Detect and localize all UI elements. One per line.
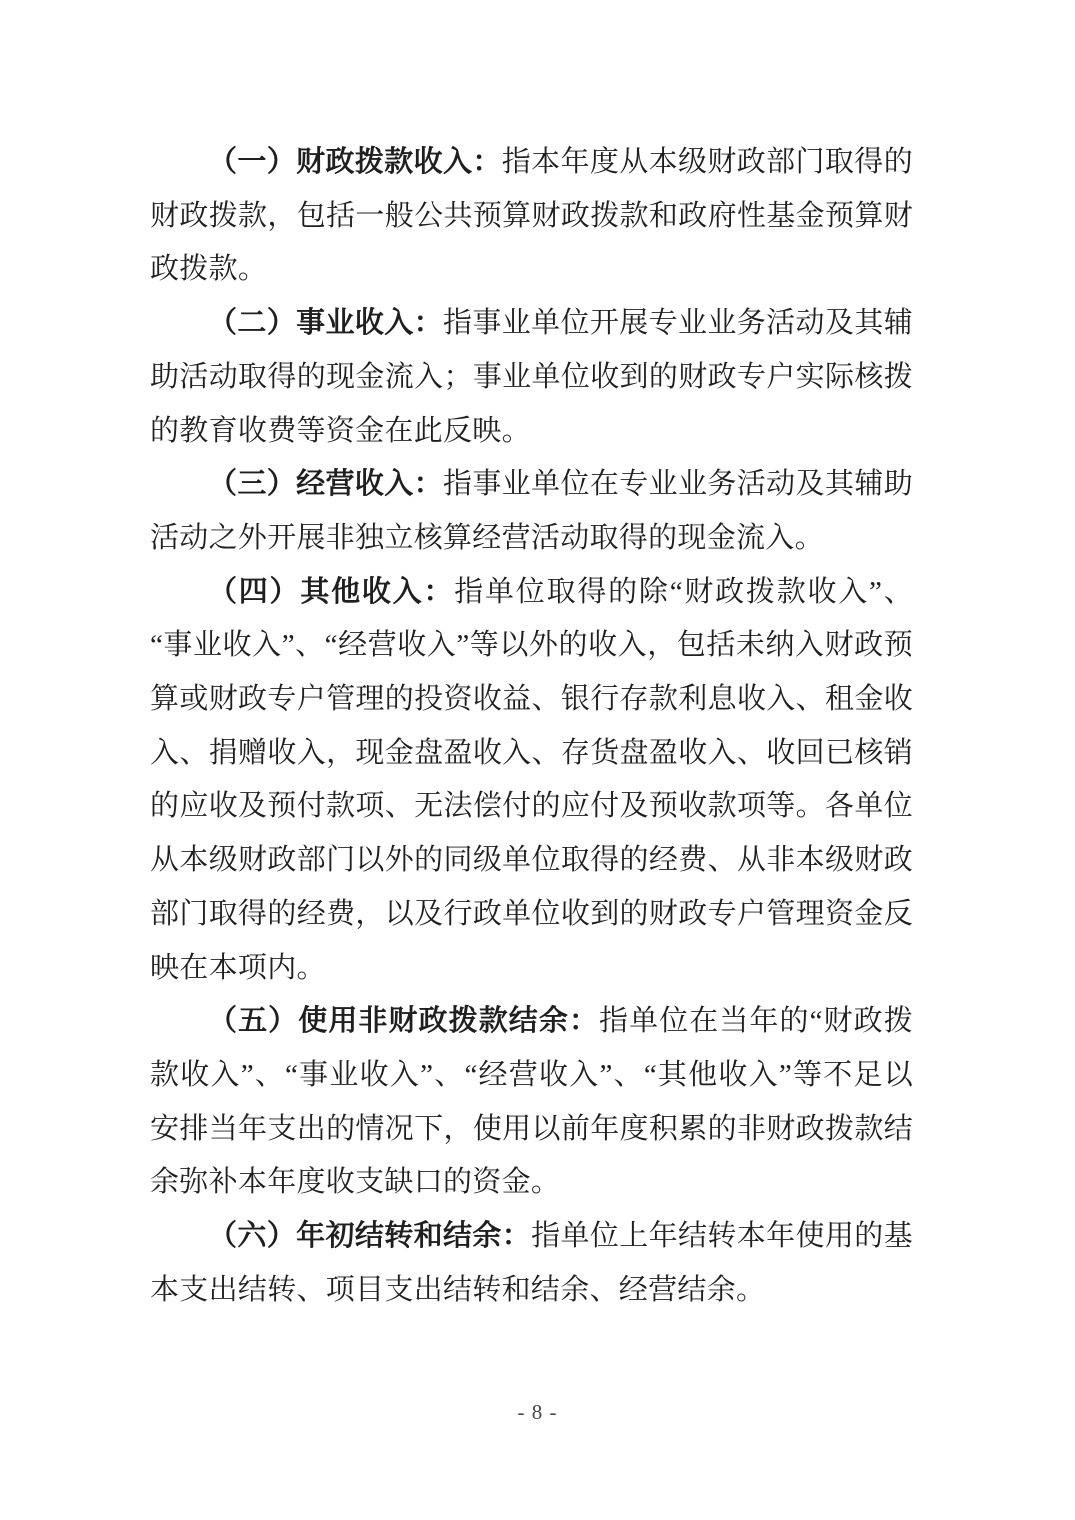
paragraph-1 <box>150 136 913 297</box>
paragraph-6 <box>150 1210 913 1317</box>
paragraph-body: 指单位在当年的“财政拨款收入”、“事业收入”、“经营收入”、“其他收入”等不足以安排当年支出的情况下，使用以前年度积累的非财政拨款结余弥补本年度收支缺口的资金。 <box>150 1005 913 1199</box>
paragraph-heading: （一）财政拨款收入： <box>208 146 502 178</box>
paragraph-body: 指事业单位在专业业务活动及其辅助活动之外开展非独立核算经营活动取得的现金流入。 <box>150 468 913 554</box>
paragraph-body: 指事业单位开展专业业务活动及其辅助活动取得的现金流入；事业单位收到的财政专户实际核拨的教育收费等资金在此反映。 <box>150 307 913 447</box>
paragraph-3 <box>150 458 913 565</box>
paragraph-body: 指单位取得的除“财政拨款收入”、“事业收入”、“经营收入”等以外的收入，包括未纳入财政预算或财政专户管理的投资收益、银行存款利息收入、租金收入、捐赠收入，现金盘盈收入、存货盘盈收入、收回已核销的应收及预付款项、无法偿付的应付及预收款项等。各单位从本级财政部门以外的同级单位取得的经费、从非本级财政部门取得的经费，以及行政单位收到的财政专户管理资金反映在本项内。 <box>150 575 913 984</box>
paragraph-heading: （五）使用非财政拨款结余： <box>208 1005 600 1038</box>
paragraph-heading: （三）经营收入： <box>208 468 444 501</box>
paragraph-heading: （二）事业收入： <box>208 307 444 340</box>
paragraph-body: 指单位上年结转本年使用的基本支出结转、项目支出结转和结余、经营结余。 <box>150 1220 913 1306</box>
paragraph-5 <box>150 995 913 1210</box>
paragraph-heading: （四）其他收入： <box>208 575 455 608</box>
paragraph-heading: （六）年初结转和结余： <box>208 1220 532 1253</box>
paragraph-body: 指本年度从本级财政部门取得的财政拨款，包括一般公共预算财政拨款和政府性基金预算财政拨款。 <box>150 146 913 286</box>
page-number: - 8 - <box>517 1400 558 1424</box>
paragraph-2 <box>150 297 913 458</box>
page-footer <box>0 1400 1075 1425</box>
document-content <box>150 136 913 1317</box>
paragraph-4 <box>150 566 913 996</box>
